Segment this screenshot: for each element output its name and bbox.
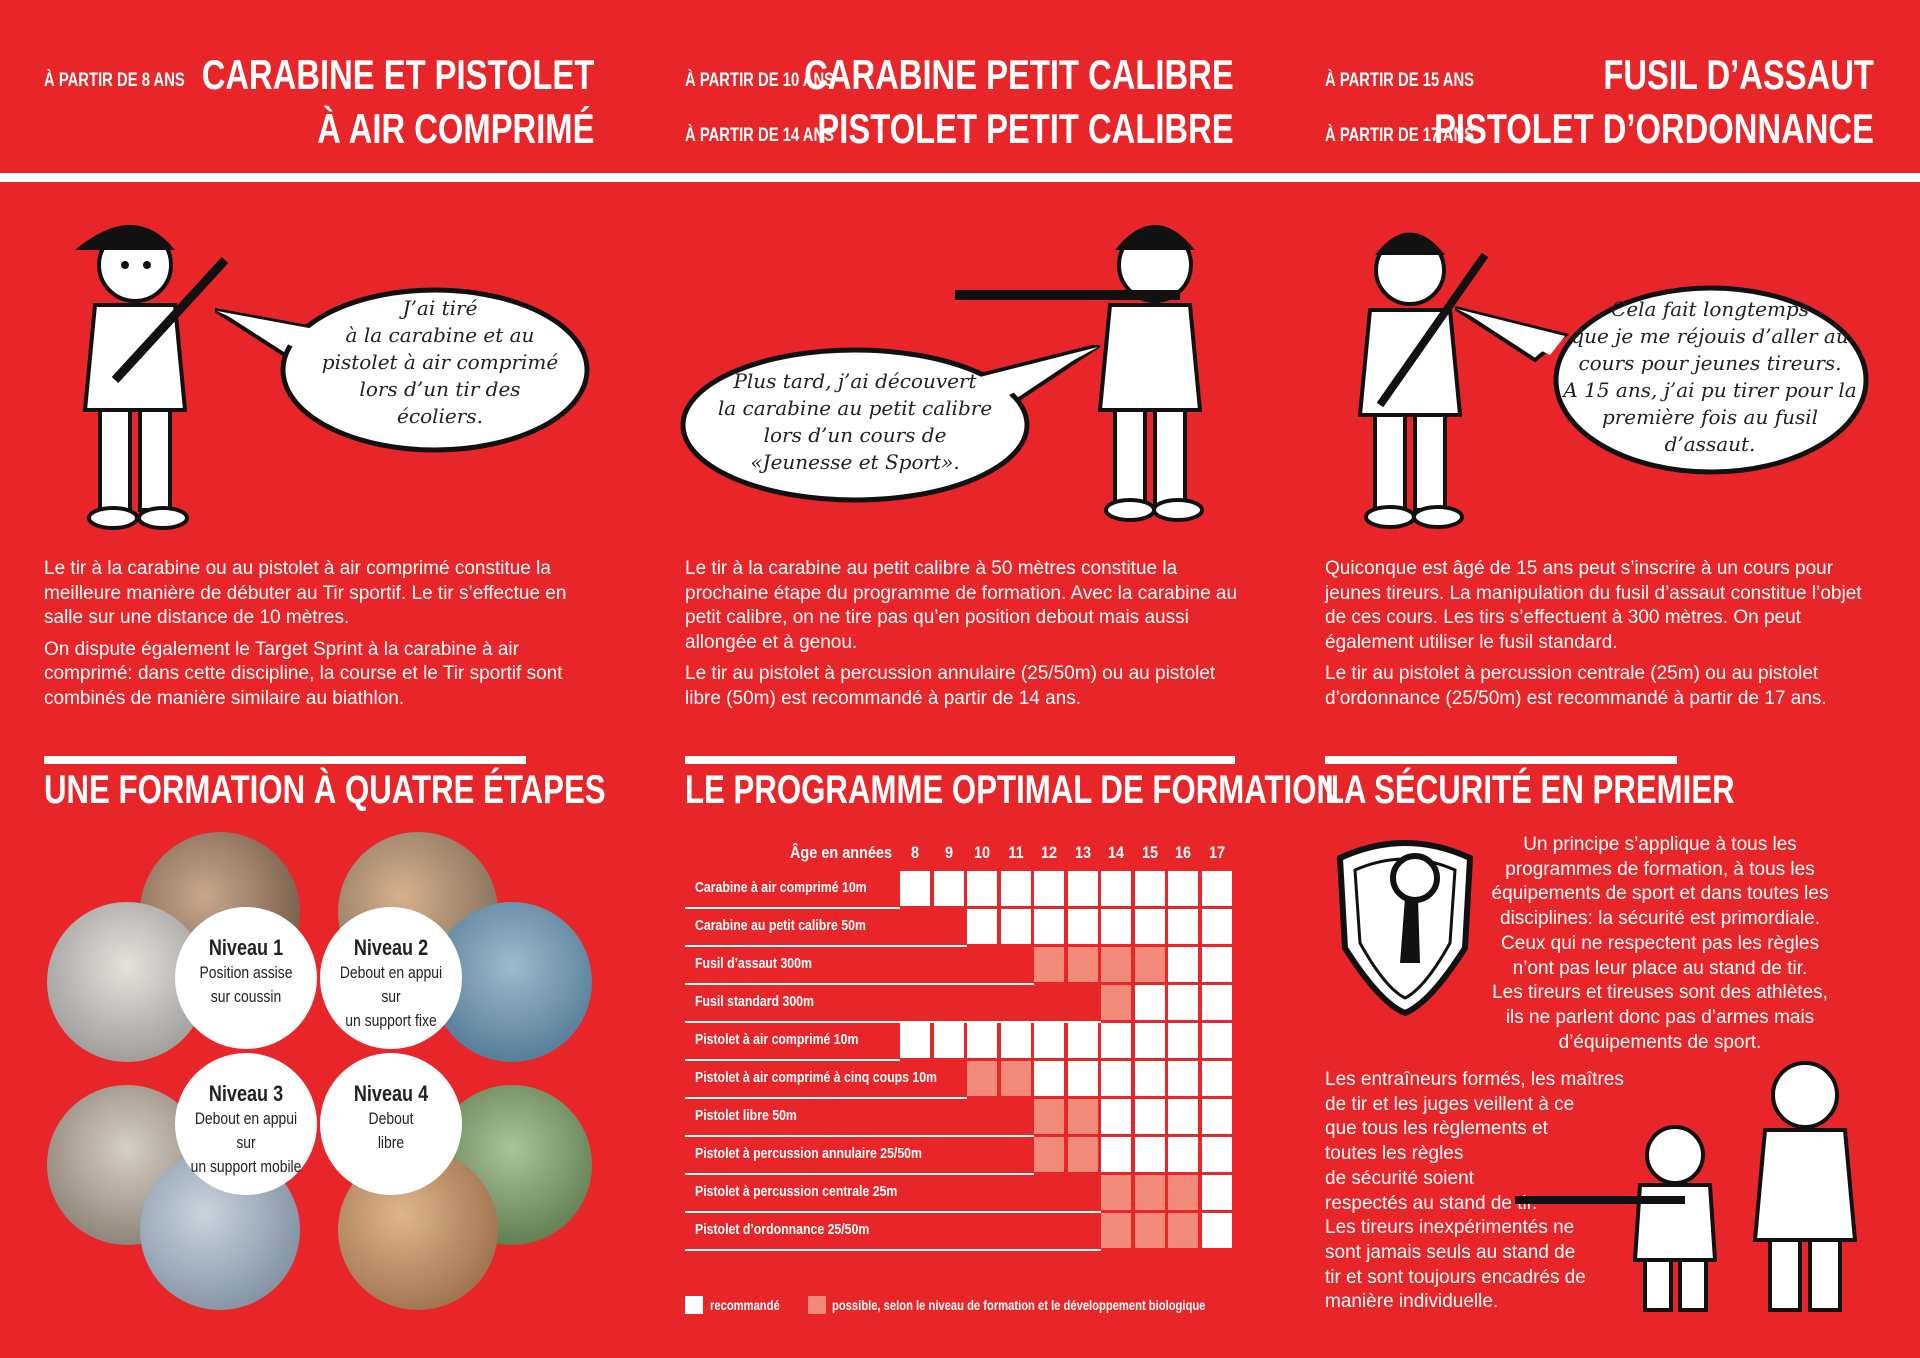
cell-recommended bbox=[1168, 947, 1198, 982]
age-label-8: À PARTIR DE 8 ANS bbox=[44, 70, 185, 91]
cell-recommended bbox=[1001, 871, 1031, 906]
section-title-program: LE PROGRAMME OPTIMAL DE FORMATION bbox=[685, 768, 1340, 812]
program-row-label: Pistolet à air comprimé à cinq coups 10m bbox=[695, 1069, 937, 1086]
level-title: Niveau 3 bbox=[208, 1081, 284, 1106]
title-air-2: À AIR COMPRIMÉ bbox=[316, 105, 594, 152]
coach-and-boy-illustration bbox=[1515, 1050, 1875, 1320]
section-title-formation: UNE FORMATION À QUATRE ÉTAPES bbox=[44, 768, 606, 812]
program-row-label: Pistolet à percussion centrale 25m bbox=[695, 1183, 898, 1200]
cell-possible bbox=[1001, 1061, 1031, 1096]
level-desc: Debout en appui sur bbox=[194, 1109, 298, 1152]
cell-recommended bbox=[1168, 1099, 1198, 1134]
cell-possible bbox=[1034, 947, 1064, 982]
title-assault-rifle: FUSIL D’ASSAUT bbox=[1603, 51, 1874, 98]
cell-recommended bbox=[1034, 871, 1064, 906]
cell-recommended bbox=[1101, 909, 1131, 944]
text-column-2: Le tir à la carabine au petit calibre à 50 mètres constitue la prochaine étape du programme de formation. Avec la carabine au petit calibre, on ne tire pas qu’en position debout mais aussi allongée et à genou. Le tir au pistolet à percussion annulaire (25/50m) ou au pistolet libre (50m) est recommandé à partir de 14 ans. bbox=[685, 558, 1238, 709]
age-label-15: À PARTIR DE 15 ANS bbox=[1325, 70, 1475, 91]
section-bar-1 bbox=[44, 756, 526, 764]
legend-possible: possible, selon le niveau de formation et le développement biologique bbox=[832, 1297, 1206, 1313]
level-desc: sur coussin bbox=[210, 987, 282, 1006]
age-header: 17 bbox=[1208, 843, 1225, 862]
cell-recommended bbox=[967, 1023, 997, 1058]
cell-recommended bbox=[934, 1023, 964, 1058]
cell-possible bbox=[1168, 1213, 1198, 1248]
section-bar-3 bbox=[1325, 756, 1677, 764]
section-title-safety: LA SÉCURITÉ EN PREMIER bbox=[1325, 768, 1735, 812]
cell-recommended bbox=[1202, 871, 1232, 906]
title-air: CARABINE ET PISTOLET bbox=[201, 51, 594, 98]
cell-recommended bbox=[1135, 909, 1165, 944]
header-divider bbox=[0, 173, 1920, 182]
level-title: Niveau 4 bbox=[353, 1081, 429, 1106]
program-row-line bbox=[685, 907, 900, 909]
age-header: 15 bbox=[1141, 843, 1158, 862]
title-smallbore-rifle: CARABINE PETIT CALIBRE bbox=[804, 51, 1234, 98]
cell-possible bbox=[1101, 1213, 1131, 1248]
cell-recommended bbox=[1202, 1213, 1232, 1248]
speech-text-3: Cela fait longtemps que je me réjouis d’aller au cours pour jeunes tireurs. A 15 ans, j’ai pu tirer pour la première fois au fusil d’assaut. bbox=[1563, 297, 1857, 456]
legend-possible-swatch bbox=[808, 1296, 826, 1314]
age-header: 13 bbox=[1074, 843, 1091, 862]
title-service-pistol: PISTOLET D’ORDONNANCE bbox=[1434, 105, 1874, 152]
cell-recommended bbox=[1101, 1023, 1131, 1058]
cell-possible bbox=[1135, 1213, 1165, 1248]
age-header: 9 bbox=[944, 843, 953, 862]
cell-possible bbox=[1101, 947, 1131, 982]
program-row-label: Fusil standard 300m bbox=[695, 993, 814, 1010]
cell-recommended bbox=[1168, 985, 1198, 1020]
cell-recommended bbox=[1202, 1099, 1232, 1134]
legend-recommended-swatch bbox=[685, 1296, 703, 1314]
program-row-label: Pistolet à air comprimé 10m bbox=[695, 1031, 859, 1048]
age-label-17: À PARTIR DE 17 ANS bbox=[1325, 125, 1475, 146]
level-desc: libre bbox=[377, 1133, 405, 1152]
cell-recommended bbox=[900, 1023, 930, 1058]
speech-text-1: J’ai tiré à la carabine et au pistolet à air comprimé lors d’un tir des écoliers. bbox=[321, 296, 559, 428]
cell-recommended bbox=[1034, 1023, 1064, 1058]
title-smallbore-pistol: PISTOLET PETIT CALIBRE bbox=[817, 105, 1234, 152]
program-row-line bbox=[685, 1135, 1034, 1137]
cell-recommended bbox=[1034, 1061, 1064, 1096]
program-row-line bbox=[685, 1173, 1034, 1175]
cell-recommended bbox=[1202, 1023, 1232, 1058]
cell-recommended bbox=[1135, 1099, 1165, 1134]
program-row-line bbox=[685, 1249, 1101, 1251]
section-bar-2 bbox=[685, 756, 1235, 764]
cell-recommended bbox=[1135, 985, 1165, 1020]
cell-recommended bbox=[1202, 947, 1232, 982]
cell-possible bbox=[1068, 947, 1098, 982]
cell-recommended bbox=[1068, 871, 1098, 906]
cell-recommended bbox=[1101, 1061, 1131, 1096]
cell-recommended bbox=[1101, 871, 1131, 906]
cell-possible bbox=[1101, 985, 1131, 1020]
level-desc: Debout bbox=[368, 1109, 414, 1128]
level-4-circle bbox=[320, 1053, 462, 1195]
cell-recommended bbox=[934, 871, 964, 906]
cell-possible bbox=[1034, 1099, 1064, 1134]
age-header: 10 bbox=[973, 843, 991, 862]
cell-recommended bbox=[900, 871, 930, 906]
text-column-3: Quiconque est âgé de 15 ans peut s’inscrire à un cours pour jeunes tireurs. La manipulation du fusil d’assaut constitue l’objet de ces cours. Les tirs s’effectuent à 300 mètres. On peut également utiliser le fusil standard. Le tir au pistolet à percussion centrale (25m) ou au pistolet d’ordonnance (25/50m) est recommandé à partir de 17 ans. bbox=[1325, 558, 1862, 709]
level-2-circle bbox=[320, 907, 462, 1049]
cell-recommended bbox=[1168, 1137, 1198, 1172]
level-3-circle bbox=[175, 1053, 317, 1195]
level-desc: un support mobile bbox=[190, 1157, 302, 1176]
text-column-1: Le tir à la carabine ou au pistolet à air comprimé constitue la meilleure manière de débuter au Tir sportif. Le tir s’effectue en salle sur une distance de 10 mètres. On dispute également le Target Sprint à la carabine à air comprimé: dans cette discipline, la course et le Tir sportif sont combinés de manière similaire au biathlon. bbox=[44, 558, 567, 709]
cell-recommended bbox=[1168, 909, 1198, 944]
age-label-14: À PARTIR DE 14 ANS bbox=[685, 125, 835, 146]
cell-recommended bbox=[1202, 1061, 1232, 1096]
cell-possible bbox=[1168, 1175, 1198, 1210]
cell-recommended bbox=[1001, 1023, 1031, 1058]
cell-recommended bbox=[1202, 909, 1232, 944]
cell-recommended bbox=[1001, 909, 1031, 944]
level-desc: Debout en appui sur bbox=[339, 963, 443, 1006]
boy-smallbore-rifle-illustration bbox=[950, 210, 1240, 530]
cell-recommended bbox=[1135, 1061, 1165, 1096]
age-header: 14 bbox=[1107, 843, 1125, 862]
cell-recommended bbox=[1168, 1061, 1198, 1096]
program-row-label: Pistolet à percussion annulaire 25/50m bbox=[695, 1145, 922, 1162]
cell-recommended bbox=[1034, 909, 1064, 944]
cell-recommended bbox=[1068, 1061, 1098, 1096]
program-row-line bbox=[685, 983, 1034, 985]
cell-recommended bbox=[1168, 1023, 1198, 1058]
program-row-label: Carabine au petit calibre 50m bbox=[695, 917, 866, 934]
cell-recommended bbox=[1068, 1023, 1098, 1058]
cell-recommended bbox=[1202, 1175, 1232, 1210]
program-row-label: Pistolet libre 50m bbox=[695, 1107, 797, 1124]
cell-recommended bbox=[967, 909, 997, 944]
cell-recommended bbox=[1101, 1099, 1131, 1134]
cell-possible bbox=[1135, 1175, 1165, 1210]
age-header: 8 bbox=[910, 843, 920, 862]
program-row-line bbox=[685, 945, 967, 947]
level-1-circle bbox=[175, 907, 317, 1049]
cell-recommended bbox=[1135, 1023, 1165, 1058]
level-desc: un support fixe bbox=[345, 1011, 437, 1030]
level-desc: Position assise bbox=[199, 963, 293, 982]
cell-possible bbox=[1034, 1137, 1064, 1172]
cell-recommended bbox=[1202, 1137, 1232, 1172]
age-header: 12 bbox=[1040, 843, 1058, 862]
program-row-label: Carabine à air comprimé 10m bbox=[695, 879, 867, 896]
cell-possible bbox=[1101, 1175, 1131, 1210]
cell-possible bbox=[1068, 1099, 1098, 1134]
cell-recommended bbox=[1101, 1137, 1131, 1172]
cell-recommended bbox=[1168, 871, 1198, 906]
level-title: Niveau 1 bbox=[208, 935, 284, 960]
age-label-10: À PARTIR DE 10 ANS bbox=[685, 70, 835, 91]
safety-text-1: Un principe s’applique à tous les programmes de formation, à tous les équipements de sport et dans toutes les disciplines: la sécurité est primordiale. Ceux qui ne respectent pas les règles n’ont pas leur place au stand de tir. Les tireurs et tireuses sont des athlètes, ils ne parlent donc pas d’armes mais d’équipements de sport. bbox=[1491, 834, 1829, 1053]
cell-recommended bbox=[967, 871, 997, 906]
program-row-line bbox=[685, 1097, 967, 1099]
cell-recommended bbox=[1135, 1137, 1165, 1172]
age-axis-label: Âge en années bbox=[790, 843, 892, 862]
cell-possible bbox=[967, 1061, 997, 1096]
age-header: 11 bbox=[1007, 843, 1024, 862]
cell-possible bbox=[1135, 947, 1165, 982]
speech-text-2: Plus tard, j’ai découvert la carabine au petit calibre lors d’un cours de «Jeunesse et Sport». bbox=[717, 369, 993, 474]
cell-recommended bbox=[1068, 909, 1098, 944]
program-row-label: Pistolet d’ordonnance 25/50m bbox=[695, 1221, 870, 1238]
legend-recommended: recommandé bbox=[710, 1297, 780, 1313]
cell-recommended bbox=[1135, 871, 1165, 906]
boy-air-rifle-illustration bbox=[55, 210, 235, 540]
program-row-line bbox=[685, 1059, 900, 1061]
age-header: 16 bbox=[1174, 843, 1192, 862]
cell-possible bbox=[1068, 1137, 1098, 1172]
program-row-line bbox=[685, 1211, 1101, 1213]
cell-recommended bbox=[1202, 985, 1232, 1020]
safety-text-2: Les entraîneurs formés, les maîtres de tir et les juges veillent à ce que tous les règlements et toutes les règles de sécurité soient respectés au stand de tir. Les tireurs inexpérimentés ne sont jamais seuls au stand de tir et sont toujours encadrés de manière individuelle. bbox=[1325, 1069, 1624, 1313]
level-title: Niveau 2 bbox=[353, 935, 429, 960]
program-row-label: Fusil d’assaut 300m bbox=[695, 955, 812, 972]
